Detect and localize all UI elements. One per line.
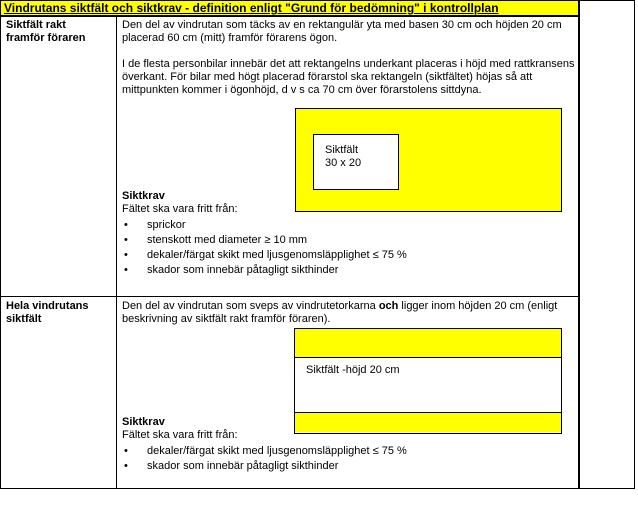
row1-requirements-list (122, 218, 407, 278)
field-strip-middle (295, 358, 561, 413)
requirement-item: • skador som innebär påtagligt sikthinder (122, 263, 407, 278)
requirement-item: • dekaler/färgat skikt med ljusgenomsläpplighet ≤ 75 % (122, 444, 407, 459)
requirement-item: • sprickor (122, 218, 407, 233)
page-title: Vindrutans siktfält och siktkrav - definition enligt "Grund för bedömning" i kontrollplan (4, 1, 499, 15)
row2-desc-part1: Den del av vindrutan som sveps av vindrutetorkarna (122, 300, 379, 312)
row2-requirements-heading: Siktkrav (122, 416, 165, 428)
row1-requirements-intro: Fältet ska vara fritt från: (122, 203, 238, 215)
row1-requirements (122, 190, 407, 278)
field-strip-top (295, 329, 561, 358)
row2-requirements (122, 416, 407, 474)
column-divider-labels (116, 17, 117, 488)
row1-label-cell (6, 19, 85, 45)
row2-desc-part2: ligger inom höjden 20 cm (enligt beskrivning av siktfält rakt framför föraren). (122, 300, 558, 325)
row2-label-line1: Hela vindrutans (6, 300, 89, 312)
row1-paragraph-2: I de flesta personbilar innebär det att rektangelns underkant placeras i höjd med rattkransens överkant. För bilar med högt placerad förarstol ska rektangeln (siktfältet) höjas så att mittpunkten kommer i ögonhöjd, d v s ca 70 cm över förarstolens sittdyna. (122, 58, 575, 96)
row1-requirements-heading: Siktkrav (122, 190, 165, 202)
row2-label-line2: siktfält (6, 313, 42, 325)
requirement-item: • stenskott med diameter ≥ 10 mm (122, 233, 407, 248)
viewfield-label-line2: 30 x 20 (325, 157, 362, 169)
row2-description (122, 300, 579, 326)
row2-desc-bold: och (378, 300, 399, 312)
field-strip-label: Siktfält -höjd 20 cm (306, 364, 400, 376)
row-divider (1, 296, 578, 297)
row2-label-cell (6, 300, 89, 326)
viewfield-label-box (313, 134, 399, 190)
row1-label-line2: framför föraren (6, 32, 86, 44)
row1-label-line1: Siktfält rakt (6, 19, 66, 31)
viewfield-label-line1: Siktfält (325, 144, 359, 156)
row2-requirements-list (122, 444, 407, 474)
row1-paragraph-1: Den del av vindrutan som täcks av en rektangulär yta med basen 30 cm och höjden 20 cm placerad 60 cm (mitt) framför förarens ögon. (122, 19, 562, 44)
row1-description (122, 19, 579, 97)
title-bar (1, 1, 580, 17)
requirement-item: • skador som innebär påtagligt sikthinder (122, 459, 407, 474)
requirement-item: • dekaler/färgat skikt med ljusgenomsläpplighet ≤ 75 % (122, 248, 407, 263)
row2-requirements-intro: Fältet ska vara fritt från: (122, 429, 238, 441)
